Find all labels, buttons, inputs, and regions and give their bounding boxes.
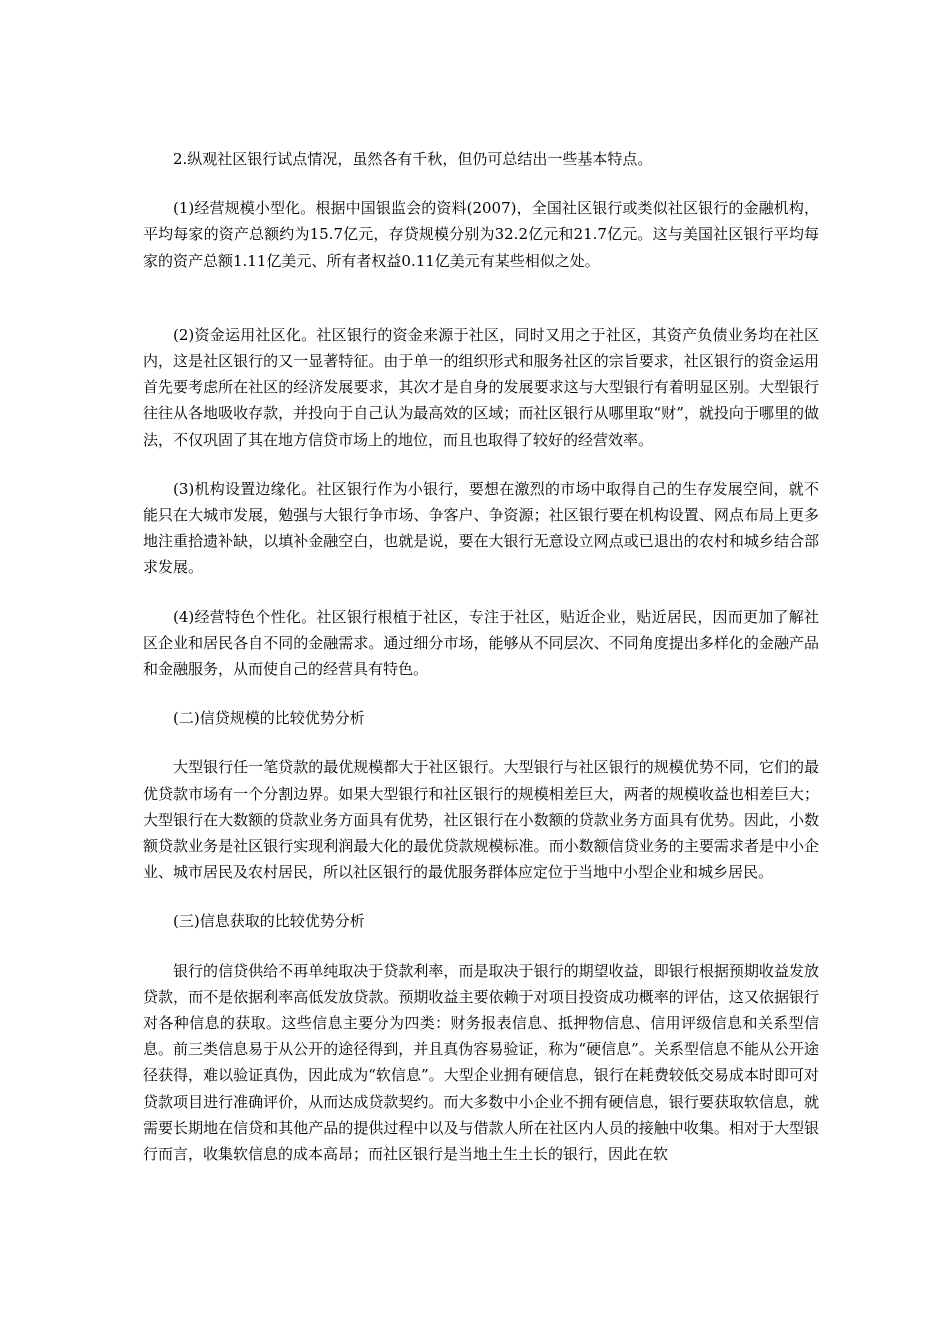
paragraph-institution-setup: (3)机构设置边缘化。社区银行作为小银行，要想在激烈的市场中取得自己的生存发展空间，就不能只在大城市发展，勉强与大银行争市场、争客户、争资源；社区银行要在机构设置、网点布局上更多地注重拾遗补缺，以填补金融空白，也就是说，要在大银行无意设立网点或已退出的农村和城乡结合部求发展。 [143, 479, 819, 577]
paragraph-features-intro: 2.纵观社区银行试点情况，虽然各有千秋，但仍可总结出一些基本特点。 [173, 150, 653, 168]
paragraph-scale: (1)经营规模小型化。根据中国银监会的资料(2007)，全国社区银行或类似社区银行的金融机构，平均每家的资产总额约为15.7亿元，存贷规模分别为32.2亿元和21.7亿元。这与美国社区银行平均每家的资产总额1.11亿美元、所有者权益0.11亿美元有某些相似之处。 [143, 199, 819, 270]
paragraph-business-features: (4)经营特色个性化。社区银行根植于社区，专注于社区，贴近企业，贴近居民，因而更加了解社区企业和居民各自不同的金融需求。通过细分市场，能够从不同层次、不同角度提出多样化的金融产品和金融服务，从而使自己的经营具有特色。 [143, 607, 819, 679]
paragraph-funds-usage: (2)资金运用社区化。社区银行的资金来源于社区，同时又用之于社区，其资产负债业务均在社区内，这是社区银行的又一显著特征。由于单一的组织形式和服务社区的宗旨要求，社区银行的资金运用首先要考虑所在社区的经济发展要求，其次才是自身的发展要求这与大型银行有着明显区别。大型银行往往从各地吸收存款，并投向于自己认为最高效的区域；而社区银行从哪里取“财”，就投向于哪里的做法，不仅巩固了其在地方信贷市场上的地位，而且也取得了较好的经营效率。 [143, 325, 819, 449]
section-heading-credit-scale: (二)信贷规模的比较优势分析 [173, 709, 365, 728]
section-heading-information: (三)信息获取的比较优势分析 [173, 912, 365, 931]
paragraph-credit-scale: 大型银行任一笔贷款的最优规模都大于社区银行。大型银行与社区银行的规模优势不同，它们的最优贷款市场有一个分割边界。如果大型银行和社区银行的规模相差巨大，两者的规模收益也相差巨大；大型银行在大数额的贷款业务方面具有优势，社区银行在小数额的贷款业务方面具有优势。因此，小数额贷款业务是社区银行实现利润最大化的最优贷款规模标准。而小数额信贷业务的主要需求者是中小企业、城市居民及农村居民，所以社区银行的最优服务群体应定位于当地中小型企业和城乡居民。 [143, 758, 819, 882]
document-body [143, 146, 819, 1190]
paragraph-information: 银行的信贷供给不再单纯取决于贷款利率，而是取决于银行的期望收益，即银行根据预期收益发放贷款，而不是依据利率高低发放贷款。预期收益主要依赖于对项目投资成功概率的评估，这又依据银行对各种信息的获取。这些信息主要分为四类：财务报表信息、抵押物信息、信用评级信息和关系型信息。前三类信息易于从公开的途径得到，并且真伪容易验证，称为“硬信息”。关系型信息不能从公开途径获得，难以验证真伪，因此成为“软信息”。大型企业拥有硬信息，银行在耗费较低交易成本时即可对贷款项目进行准确评价，从而达成贷款契约。而大多数中小企业不拥有硬信息，银行要获取软信息，就需要长期地在信贷和其他产品的提供过程中以及与借款人所在社区内人员的接触中收集。相对于大型银行而言，收集软信息的成本高昂；而社区银行是当地土生土长的银行，因此在软 [143, 961, 819, 1164]
